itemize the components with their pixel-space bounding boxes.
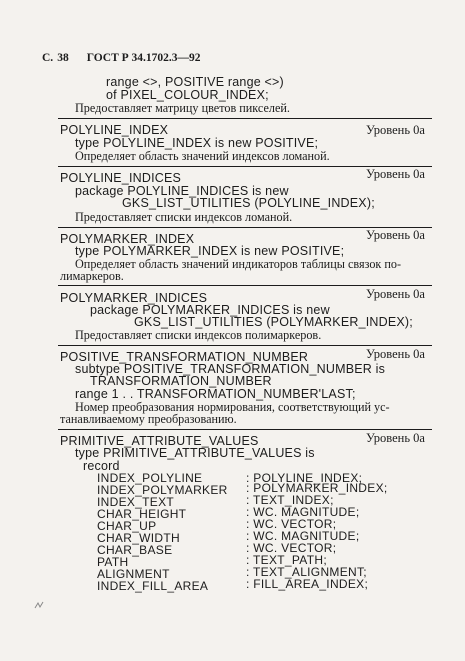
header-page-number: 38	[57, 52, 69, 64]
page-header	[42, 52, 201, 65]
record-field-name: INDEX_POLYLINE	[97, 471, 203, 485]
entry-name: POLYMARKER_INDICES	[60, 291, 208, 305]
top-code-line-2: of PIXEL_COLOUR_INDEX;	[106, 88, 269, 102]
entry-level: Уровень 0а	[366, 123, 425, 137]
entry-level: Уровень 0а	[366, 347, 425, 361]
entry-code-line: record	[83, 459, 120, 473]
entry-description: Номер преобразования нормирования, соответствующий ус-	[75, 400, 390, 414]
record-field-name: CHAR_BASE	[97, 543, 173, 557]
entry-level: Уровень 0а	[366, 287, 425, 301]
entry-code-line: GKS_LIST_UTILITIES (POLYLINE_INDEX);	[122, 196, 375, 210]
entry-name: PRIMITIVE_ATTRIBUTE_VALUES	[60, 434, 259, 448]
record-field-type: : WC. VECTOR;	[246, 541, 337, 555]
entry-description: лимаркеров.	[60, 269, 124, 283]
entry-code-line: subtype POSITIVE_TRANSFORMATION_NUMBER is	[75, 362, 386, 376]
record-field-name: INDEX_TEXT	[97, 495, 175, 509]
entry-code-line: type POLYLINE_INDEX is new POSITIVE;	[75, 136, 319, 150]
entry-divider	[58, 118, 432, 119]
record-field-name: CHAR_UP	[97, 519, 157, 533]
record-field-type: : TEXT_PATH;	[246, 553, 327, 567]
entry-description: Определяет область значений индексов ломаной.	[75, 149, 330, 163]
entry-code-line: range 1 . . TRANSFORMATION_NUMBER'LAST;	[75, 387, 356, 401]
entry-description: Предоставляет списки индексов полимаркеров.	[75, 328, 322, 342]
entry-level: Уровень 0а	[366, 228, 425, 242]
entry-name: POLYLINE_INDEX	[60, 123, 169, 137]
record-field-name: CHAR_HEIGHT	[97, 507, 187, 521]
record-field-name: PATH	[97, 555, 129, 569]
record-field-type: : TEXT_INDEX;	[246, 493, 334, 507]
record-field-type: : WC. MAGNITUDE;	[246, 505, 360, 519]
record-field-name: CHAR_WIDTH	[97, 531, 180, 545]
entry-code-line: GKS_LIST_UTILITIES (POLYMARKER_INDEX);	[134, 315, 413, 329]
record-field-name: INDEX_POLYMARKER	[97, 483, 228, 497]
record-field-type: : POLYMARKER_INDEX;	[246, 481, 388, 495]
entry-divider	[58, 285, 432, 286]
header-standard: ГОСТ Р 34.1702.3—92	[86, 52, 201, 64]
scan-mark-icon	[34, 600, 46, 610]
top-code-line-1: range <>, POSITIVE range <>)	[106, 75, 284, 89]
entry-code-line: type PRIMITIVE_ATTRIBUTE_VALUES is	[75, 446, 315, 460]
record-field-type: : WC. MAGNITUDE;	[246, 529, 360, 543]
entry-level: Уровень 0а	[366, 431, 425, 445]
record-field-name: ALIGNMENT	[97, 567, 170, 581]
entry-divider	[58, 429, 432, 430]
entry-code-line: TRANSFORMATION_NUMBER	[90, 374, 272, 388]
top-description: Предоставляет матрицу цветов пикселей.	[75, 101, 290, 115]
entry-code-line: package POLYMARKER_INDICES is new	[90, 303, 330, 317]
entry-code-line: package POLYLINE_INDICES is new	[75, 184, 289, 198]
header-section: С.	[42, 52, 54, 64]
entry-name: POLYMARKER_INDEX	[60, 232, 195, 246]
record-field-type: : WC. VECTOR;	[246, 517, 337, 531]
record-field-type: : TEXT_ALIGNMENT;	[246, 565, 367, 579]
entry-name: POSITIVE_TRANSFORMATION_NUMBER	[60, 350, 309, 364]
entry-level: Уровень 0а	[366, 167, 425, 181]
record-field-type: : FILL_AREA_INDEX;	[246, 577, 369, 591]
entry-description: Предоставляет списки индексов ломаной.	[75, 210, 293, 224]
entry-description: танавливаемому преобразованию.	[60, 412, 237, 426]
record-field-name: INDEX_FILL_AREA	[97, 579, 209, 593]
entry-description: Определяет область значений индикаторов таблицы связок по-	[75, 257, 402, 271]
record-field-type: : POLYLINE_INDEX;	[246, 471, 363, 485]
entry-name: POLYLINE_INDICES	[60, 171, 182, 185]
entry-code-line: type POLYMARKER_INDEX is new POSITIVE;	[75, 244, 345, 258]
entry-divider	[58, 345, 432, 346]
